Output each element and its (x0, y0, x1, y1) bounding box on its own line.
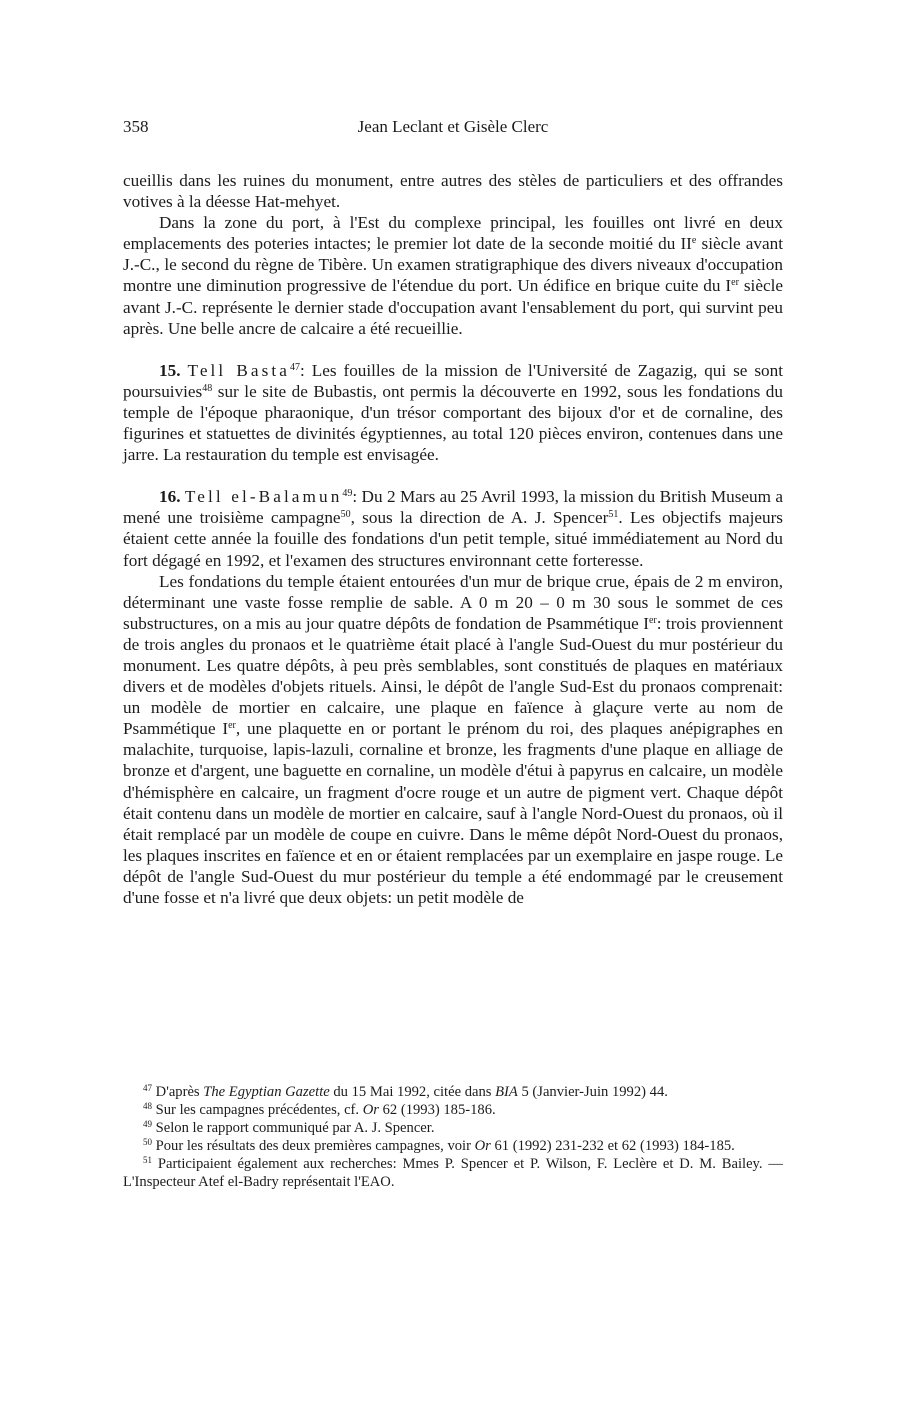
page-number: 358 (123, 117, 149, 136)
paragraph-text: : trois proviennent de trois angles du pronaos et le quatrième était placé à l'angle Sud-Ouest du mur postérieur du monument. Les quatre dépôts, à peu près semblables, sont constitués de plaques en matériaux divers et de modèles d'objets rituels. Ainsi, le dépôt de l'angle Sud-Est du pronaos comprenait: un modèle de mortier en calcaire, une plaque en faïence à glaçure verte au nom de Psammétique I (123, 613, 783, 739)
section-16 (123, 486, 783, 570)
paragraph-text: siècle avant J.-C. représente le dernier stade d'occupation avant l'ensablement du port, qui survint peu après. Une belle ancre de calcaire a été recueillie. (123, 276, 783, 338)
footnote-48 (123, 1101, 783, 1119)
paragraph-text: Dans la zone du port, à l'Est du complexe principal, les fouilles ont livré en deux emplacements des poteries intactes; le premier lot date de la seconde moitié du II (123, 213, 783, 254)
paragraph (123, 170, 783, 212)
superscript: er (731, 277, 739, 289)
footnote-text: Selon le rapport communiqué par A. J. Spencer. (152, 1120, 435, 1136)
paragraph-text: Les fondations du temple étaient entourées d'un mur de brique crue, épais de 2 m environ, déterminant une vaste fosse remplie de sable. A 0 m 20 – 0 m 30 sous le sommet de ces substructures, on a mis au jour quatre dépôts de fondation de Psammétique I (123, 571, 783, 633)
paragraph-text: . Les objectifs majeurs étaient cette année la fouille des fondations d'un petit temple, situé immédiatement au Nord du fort dégagé en 1992, et l'examen des structures environnant cette forteresse. (123, 508, 783, 570)
paragraph-text: : Du 2 Mars au 25 Avril 1993, la mission du British Museum a mené une troisième campagne (123, 487, 784, 528)
running-title: Jean Leclant et Gisèle Clerc (357, 117, 549, 136)
superscript: e (691, 235, 697, 247)
footnote-title: The Egyptian Gazette (203, 1084, 330, 1100)
footnote-ref: 47 (290, 361, 300, 373)
paragraph-text: siècle avant J.-C., le second du règne de Tibère. Un examen stratigraphique des divers niveaux d'occupation montre une diminution progressive de l'étendue du port. Un édifice en brique cuite du I (123, 234, 783, 296)
footnote-text: du 15 Mai 1992, citée dans (329, 1084, 496, 1100)
footnote-title: Or (362, 1102, 379, 1118)
paragraph-text: cueillis dans les ruines du monument, entre autres des stèles de particuliers et des offrandes votives à la déesse Hat-mehyet. (123, 171, 783, 212)
site-name: Tell el-Balamun (184, 487, 343, 507)
footnote-number: 47 (143, 1083, 152, 1093)
superscript: er (648, 614, 657, 626)
footnote-ref: 50 (340, 509, 351, 521)
paragraph-text: , une plaquette en or portant le prénom du roi, des plaques anépigraphes en malachite, turquoise, lapis-lazuli, cornaline et bronze, les fragments d'une plaque en alliage de bronze et d'argent, une baguette en cornaline, un modèle d'étui à papyrus en calcaire, un modèle d'hémisphère en calcaire, un fragment d'ocre rouge et un autre de pigment vert. Chaque dépôt était contenu dans un modèle de mortier en calcaire, sauf à l'angle Nord-Ouest du pronaos, où il était remplacé par un modèle de coupe en cuivre. Dans le même dépôt Nord-Ouest du pronaos, les plaques inscrites en faïence et en or étaient remplacées par un exemplaire en jaspe rouge. Le dépôt de l'angle Sud-Ouest du mur postérieur du temple a été endommagé par le creusement d'une fosse et n'a livré que deux objets: un petit modèle de (123, 719, 783, 907)
main-text (123, 170, 783, 908)
footnote-50 (123, 1137, 783, 1155)
footnote-49 (123, 1119, 783, 1137)
superscript: er (228, 720, 236, 732)
footnote-ref: 49 (342, 488, 353, 500)
footnote-47 (123, 1083, 783, 1101)
footnote-title: BIA (495, 1084, 518, 1100)
footnote-51 (123, 1155, 783, 1191)
footnote-number: 51 (143, 1155, 152, 1165)
paragraph (123, 571, 783, 909)
paragraph-text: , sous la direction de A. J. Spencer (350, 508, 609, 528)
footnote-text: 62 (1993) 185-186. (378, 1102, 496, 1118)
footnote-number: 48 (143, 1101, 152, 1111)
section-number: 15. (159, 360, 181, 380)
footnote-number: 50 (143, 1137, 152, 1147)
section-number: 16. (159, 487, 181, 507)
footnote-ref: 48 (202, 382, 213, 394)
footnote-text: Participaient également aux recherches: Mmes P. Spencer et P. Wilson, F. Leclère et D. M. Bailey. — L'Inspecteur Atef el-Badry représentait l'EAO. (123, 1156, 783, 1190)
footnotes (123, 1083, 783, 1191)
footnote-title: Or (474, 1138, 491, 1154)
paragraph-text: : Les fouilles de la mission de l'Université de Zagazig, qui se sont poursuivies (123, 360, 784, 401)
paragraph-text: sur le site de Bubastis, ont permis la découverte en 1992, sous les fondations du temple de l'époque pharaonique, d'un trésor comportant des bijoux d'or et de cornaline, des figurines et statuettes de divinités égyptiennes, au total 120 pièces environ, contenues dans une jarre. La restauration du temple est envisagée. (123, 381, 783, 465)
footnote-text: Pour les résultats des deux premières campagnes, voir (152, 1138, 475, 1154)
footnote-ref: 51 (608, 509, 619, 521)
section-15 (123, 360, 783, 465)
footnote-number: 49 (143, 1119, 152, 1129)
footnote-text: Sur les campagnes précédentes, cf. (152, 1102, 363, 1118)
footnote-text: D'après (152, 1084, 204, 1100)
paragraph (123, 212, 783, 339)
running-header (123, 117, 783, 141)
site-name: Tell Basta (187, 360, 290, 380)
footnote-text: 61 (1992) 231-232 et 62 (1993) 184-185. (490, 1138, 735, 1154)
footnote-text: 5 (Janvier-Juin 1992) 44. (517, 1084, 668, 1100)
